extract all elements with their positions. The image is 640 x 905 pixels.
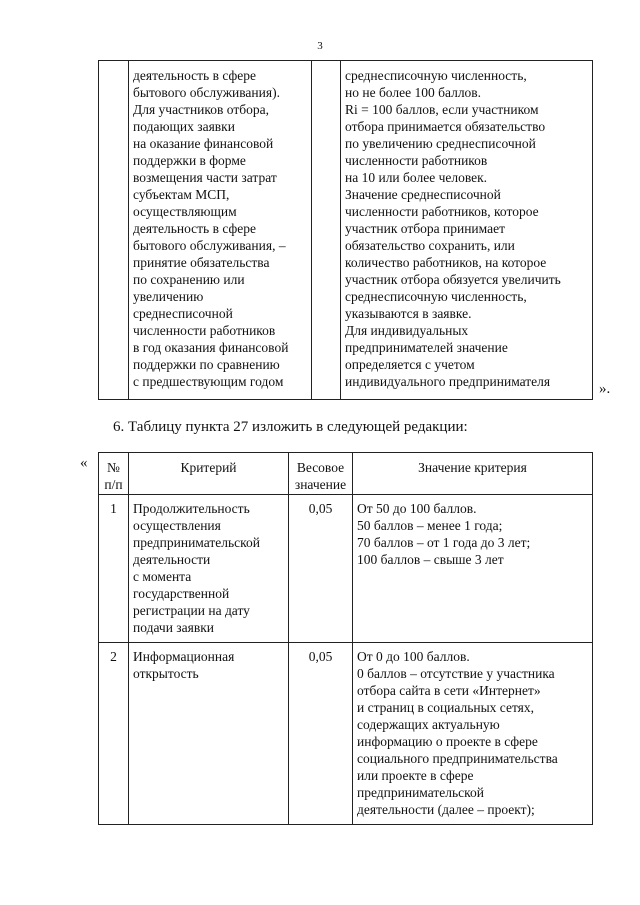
table-header-row	[99, 453, 593, 495]
header-number: № п/п	[99, 453, 129, 495]
row-value: От 50 до 100 баллов. 50 баллов – менее 1 года; 70 баллов – от 1 года до 3 лет; 100 баллов – свыше 3 лет	[353, 495, 593, 643]
header-value: Значение критерия	[353, 453, 593, 495]
row-weight: 0,05	[289, 495, 353, 643]
header-weight: Весовое значение	[289, 453, 353, 495]
page-number: 3	[317, 40, 323, 52]
header-criterion: Критерий	[129, 453, 289, 495]
criterion-value-cell: среднесписочную численность, но не более 100 баллов. Ri = 100 баллов, если участником отбора принимается обязательство по увеличению среднесписочной численности работников на 10 или более человек. Значение среднесписочной численности работников, которое участник отбора принимает обязательство сохранить, или количество работников, на которое участник отбора обязуется увеличить среднесписочную численность, указываются в заявке. Для индивидуальных предпринимателей значение определяется с учетом индивидуального предпринимателя	[341, 61, 593, 400]
closing-quote: ».	[599, 381, 611, 397]
table-cell-empty	[99, 61, 129, 400]
row-number: 1	[99, 495, 129, 643]
row-value: От 0 до 100 баллов. 0 баллов – отсутствие у участника отбора сайта в сети «Интернет» и страниц в социальных сетях, содержащих актуальную информацию о проекте в сфере социального предпринимательства или проекте в сфере предпринимательской деятельности (далее – проект);	[353, 643, 593, 825]
table-row	[99, 495, 593, 643]
row-criterion: Продолжительность осуществления предпринимательской деятельности с момента государственной регистрации на дату подачи заявки	[129, 495, 289, 643]
row-weight: 0,05	[289, 643, 353, 825]
criteria-table-continuation	[98, 60, 593, 400]
criteria-table	[98, 452, 593, 825]
amendment-paragraph: 6. Таблицу пункта 27 изложить в следующей редакции:	[113, 419, 468, 435]
row-criterion: Информационная открытость	[129, 643, 289, 825]
table-cell-empty	[312, 61, 341, 400]
table-row	[99, 61, 593, 400]
row-number: 2	[99, 643, 129, 825]
criterion-description-cell: деятельность в сфере бытового обслуживания). Для участников отбора, подающих заявки на оказание финансовой поддержки в форме возмещения части затрат субъектам МСП, осуществляющим деятельность в сфере бытового обслуживания, – принятие обязательства по сохранению или увеличению среднесписочной численности работников в год оказания финансовой поддержки по сравнению с предшествующим годом	[129, 61, 312, 400]
table-row	[99, 643, 593, 825]
opening-quote: «	[80, 455, 88, 471]
